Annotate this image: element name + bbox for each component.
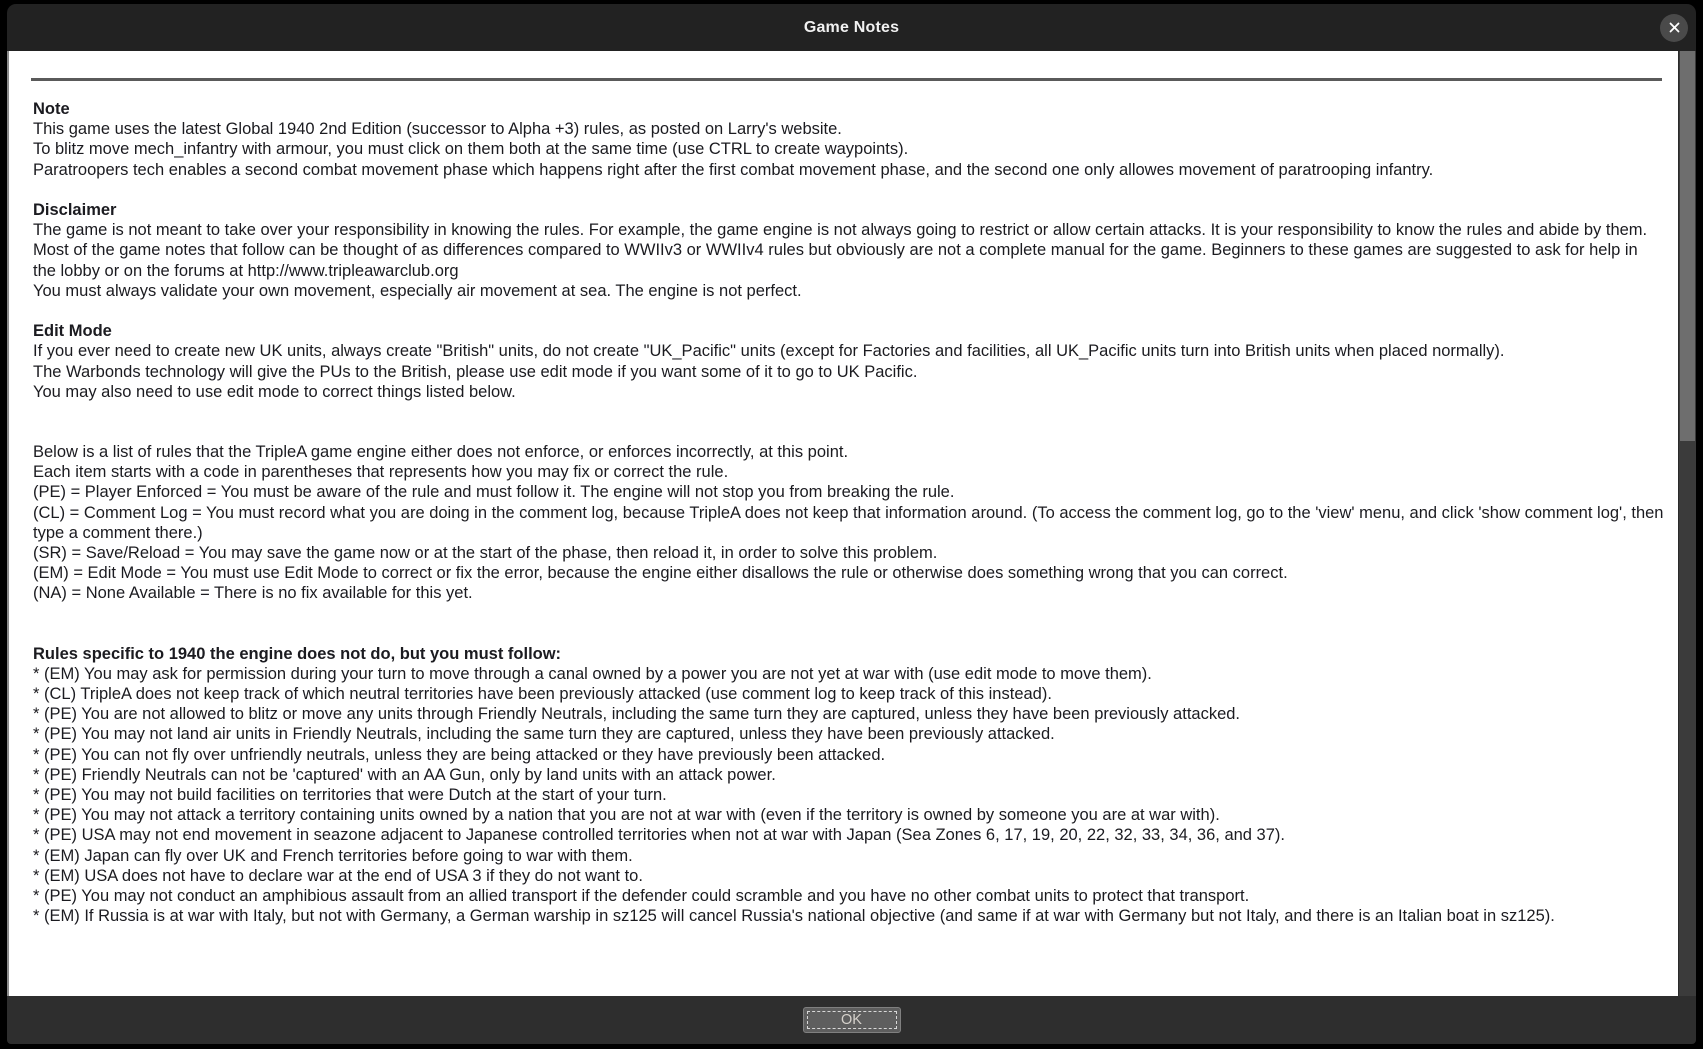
note-line: Each item starts with a code in parentheses that represents how you may fix or correct the rule. xyxy=(33,463,729,482)
note-line: * (EM) Japan can fly over UK and French territories before going to war with them. xyxy=(33,846,633,865)
note-line: * (EM) If Russia is at war with Italy, but not with Germany, a German warship in sz125 will cancel Russia's national objective (and same if at war with Germany but not Italy, and there is an Italian boat in sz125). xyxy=(33,907,1555,926)
section-heading: Edit Mode xyxy=(33,322,112,341)
section-heading: Disclaimer xyxy=(33,201,117,219)
note-line: (NA) = None Available = There is no fix available for this yet. xyxy=(33,584,473,603)
note-line: * (CL) TripleA does not keep track of which neutral territories have been previously attacked (use comment log to keep track of this instead). xyxy=(33,685,1052,704)
notes-body xyxy=(21,99,1668,926)
note-line: This game uses the latest Global 1940 2nd Edition (successor to Alpha +3) rules, as posted on Larry's website. xyxy=(33,120,842,139)
section-spacer xyxy=(33,604,1664,644)
note-line: * (PE) You are not allowed to blitz or move any units through Friendly Neutrals, including the same turn they are captured, unless they have been previously attacked. xyxy=(33,705,1241,724)
notes-scroll-pane xyxy=(7,51,1696,996)
scrollbar-thumb[interactable] xyxy=(1680,51,1695,441)
note-line: * (PE) You may not build facilities on territories that were Dutch at the start of your turn. xyxy=(33,786,667,805)
dialog-title: Game Notes xyxy=(803,18,900,36)
note-line: To blitz move mech_infantry with armour, you must click on them both at the same time (use CTRL to create waypoints). xyxy=(33,140,909,159)
close-icon[interactable] xyxy=(1660,14,1688,42)
section-heading: Note xyxy=(33,100,70,118)
note-line: * (PE) USA may not end movement in seazone adjacent to Japanese controlled territories when not at war with Japan (Sea Zones 6, 17, 19, 20, 22, 32, 33, 34, 36, and 37). xyxy=(33,826,1285,845)
section-spacer xyxy=(33,402,1664,442)
note-line: * (PE) Friendly Neutrals can not be 'captured' with an AA Gun, only by land units with an attack power. xyxy=(33,765,776,784)
note-line: (SR) = Save/Reload = You may save the game now or at the start of the phase, then reload it, in order to solve this problem. xyxy=(33,544,938,563)
header-divider xyxy=(31,78,1662,81)
note-line: Paratroopers tech enables a second combat movement phase which happens right after the first combat movement phase, and the second one only allowes movement of paratrooping infantry. xyxy=(33,160,1434,179)
note-line: (EM) = Edit Mode = You must use Edit Mode to correct or fix the error, because the engine either disallows the rule or otherwise does something wrong that you can correct. xyxy=(33,564,1288,583)
note-line: * (EM) USA does not have to declare war at the end of USA 3 if they do not want to. xyxy=(33,866,643,885)
note-line: * (PE) You may not land air units in Friendly Neutrals, including the same turn they are captured, unless they have been previously attacked. xyxy=(33,725,1055,744)
note-line: The Warbonds technology will give the PUs to the British, please use edit mode if you want some of it to go to UK Pacific. xyxy=(33,362,918,381)
note-line: (CL) = Comment Log = You must record what you are doing in the comment log, because TripleA does not keep that information around. (To access the comment log, go to the 'view' menu, and click 'show comment log', then type a comment there.) xyxy=(33,503,1669,542)
section-heading: Rules specific to 1940 the engine does not do, but you must follow: xyxy=(33,644,562,663)
note-line: * (PE) You may not conduct an amphibious assault from an allied transport if the defender could scramble and you have no other combat units to protect that transport. xyxy=(33,887,1250,906)
note-line: The game is not meant to take over your responsibility in knowing the rules. For example, the game engine is not always going to restrict or allow certain attacks. It is your responsibility to know the rules and abide by them. Most of the game notes that follow can be thought of as differences compared to WWIIv3 or WWIIv4 rules but obviously are not a complete manual for the game. Beginners to these games are suggested to ask for help in the lobby or on the forums at http://www.tripleawarclub.org xyxy=(33,221,1652,280)
note-line: * (EM) You may ask for permission during your turn to move through a canal owned by a power you are not yet at war with (use edit mode to move them). xyxy=(33,664,1152,683)
section-spacer xyxy=(33,180,1664,200)
dialog-titlebar xyxy=(7,4,1696,51)
note-line: * (PE) You can not fly over unfriendly neutrals, unless they are being attacked or they have previously been attacked. xyxy=(33,745,886,764)
note-line: You must always validate your own movement, especially air movement at sea. The engine is not perfect. xyxy=(33,281,802,300)
note-line: (PE) = Player Enforced = You must be aware of the rule and must follow it. The engine will not stop you from breaking the rule. xyxy=(33,483,955,502)
note-line: If you ever need to create new UK units, always create "British" units, do not create "UK_Pacific" units (except for Factories and facilities, all UK_Pacific units turn into British units when placed normally). xyxy=(33,342,1505,361)
section-spacer xyxy=(33,301,1664,321)
notes-document xyxy=(9,51,1678,996)
ok-button[interactable] xyxy=(803,1007,901,1033)
dialog-footer xyxy=(7,996,1696,1044)
note-line: You may also need to use edit mode to correct things listed below. xyxy=(33,382,516,401)
note-line: Below is a list of rules that the TripleA game engine either does not enforce, or enforces incorrectly, at this point. xyxy=(33,443,849,462)
vertical-scrollbar[interactable] xyxy=(1678,51,1696,996)
ok-button-label: OK xyxy=(841,1012,862,1028)
note-line: * (PE) You may not attack a territory containing units owned by a nation that you are not at war with (even if the territory is owned by someone you are at war with). xyxy=(33,806,1220,825)
